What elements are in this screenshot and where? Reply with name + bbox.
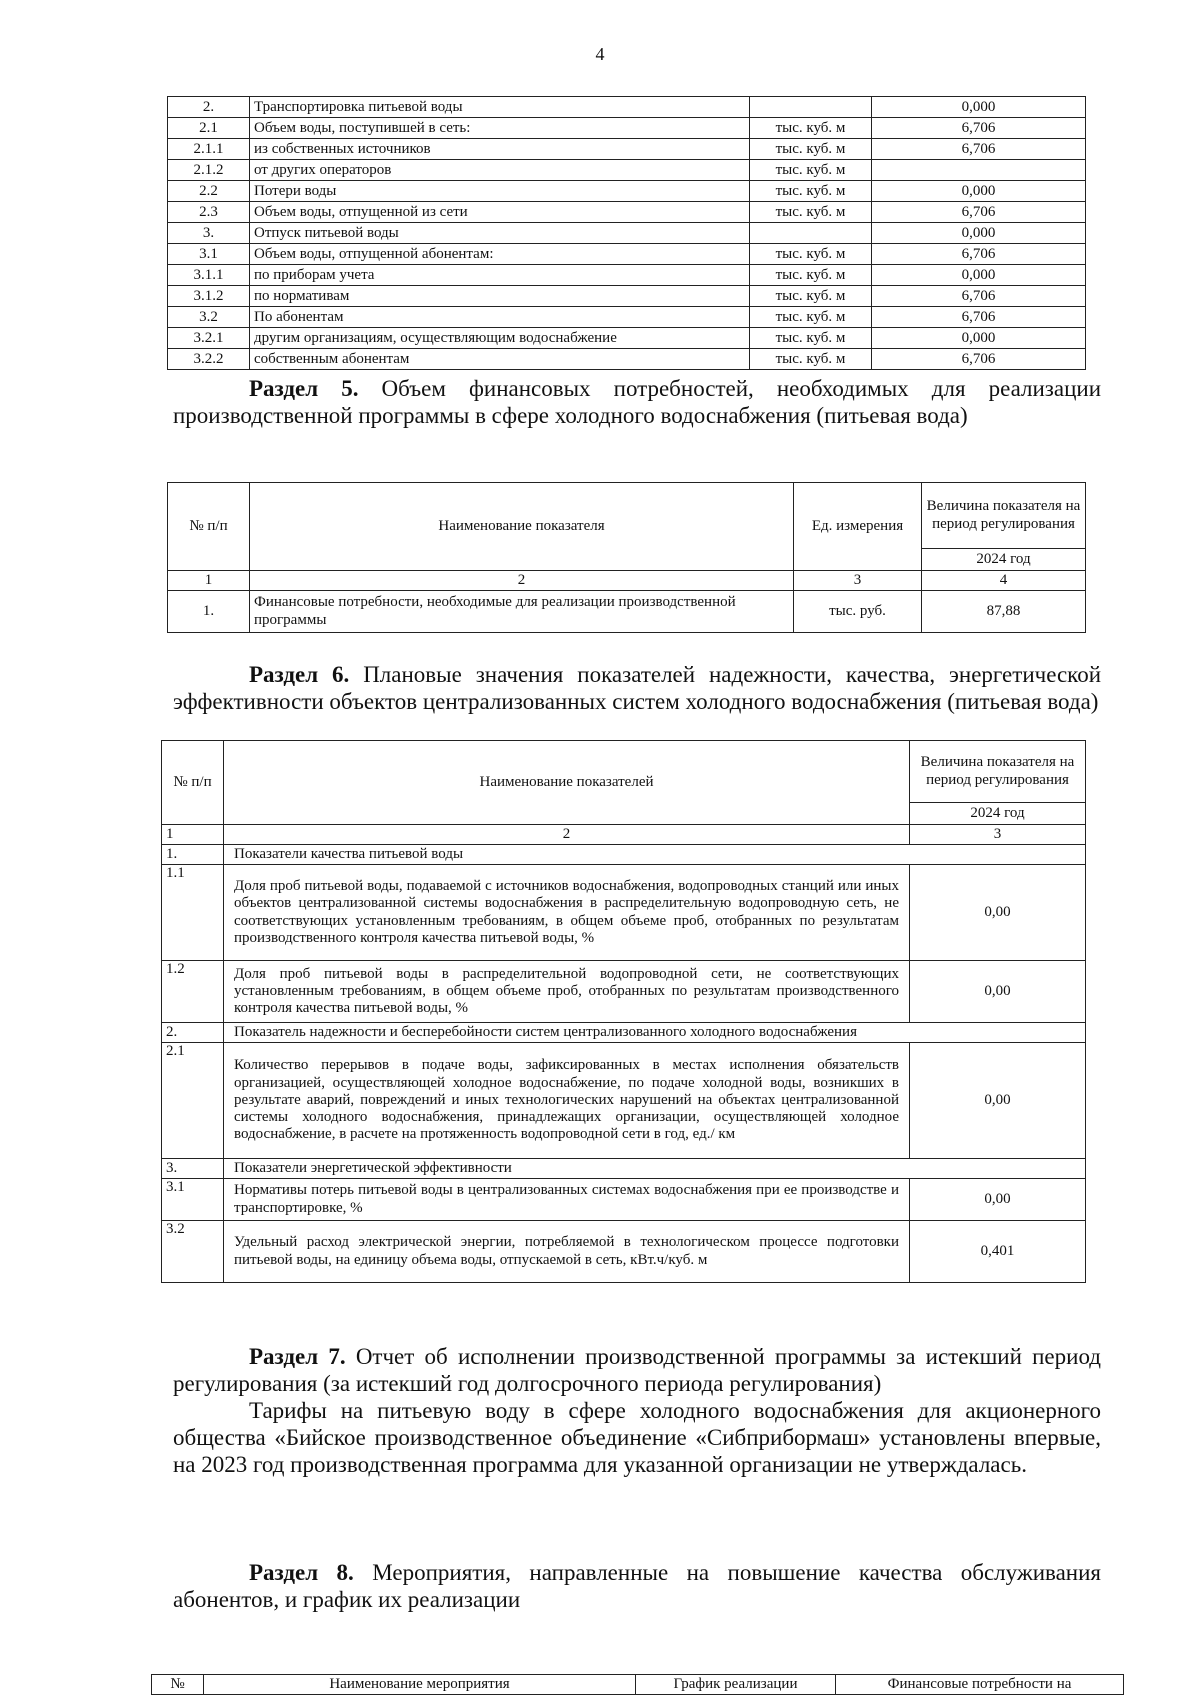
row-unit: тыс. куб. м	[750, 118, 872, 139]
row-unit: тыс. куб. м	[750, 139, 872, 160]
row-name: Объем воды, отпущенной из сети	[250, 202, 750, 223]
row-value: 0,000	[872, 265, 1086, 286]
row-num: 3.1	[168, 244, 250, 265]
row-value: 6,706	[872, 349, 1086, 370]
col-number: 4	[922, 571, 1086, 591]
row-num: 3.1	[162, 1179, 224, 1221]
group-row	[162, 1159, 1086, 1179]
table-row	[162, 1221, 1086, 1283]
group-num: 3.	[162, 1159, 224, 1179]
table-row	[168, 181, 1086, 202]
row-name: по нормативам	[250, 286, 750, 307]
row-value: 6,706	[872, 307, 1086, 328]
section5-label: Раздел 5.	[249, 376, 359, 401]
group-row	[162, 1023, 1086, 1043]
col-number: 2	[250, 571, 794, 591]
row-num: 3.2.1	[168, 328, 250, 349]
col-number: 3	[794, 571, 922, 591]
table-row	[162, 1179, 1086, 1221]
row-name: Доля проб питьевой воды, подаваемой с источников водоснабжения, водопроводных станций или иных объектов централизованной системы водоснабжения в распределительную водопроводную сеть, не соответствующих установленным требованиям, в общем объеме проб, отобранных по результатам производственного контроля качества питьевой воды, %	[224, 865, 910, 961]
row-num: 2.3	[168, 202, 250, 223]
row-num: 2.	[168, 97, 250, 118]
table-row	[162, 961, 1086, 1023]
table-row	[168, 328, 1086, 349]
row-num: 3.2	[168, 307, 250, 328]
row-name: Объем воды, поступившей в сеть:	[250, 118, 750, 139]
section6-label: Раздел 6.	[249, 662, 350, 687]
section8-heading	[173, 1559, 1101, 1613]
section7-heading	[173, 1343, 1101, 1397]
row-unit: тыс. куб. м	[750, 202, 872, 223]
header-num: № п/п	[168, 483, 250, 571]
row-name: собственным абонентам	[250, 349, 750, 370]
header-value: Величина показателя на период регулирования	[910, 741, 1086, 803]
header-schedule: График реализации	[636, 1675, 836, 1695]
row-num: 2.1.1	[168, 139, 250, 160]
water-transport-table	[167, 96, 1086, 370]
section6-table	[161, 740, 1086, 1283]
row-value: 0,000	[872, 223, 1086, 244]
row-num: 1.2	[162, 961, 224, 1023]
row-num: 3.2.2	[168, 349, 250, 370]
row-value: 6,706	[872, 118, 1086, 139]
row-num: 1.1	[162, 865, 224, 961]
header-name: Наименование мероприятия	[204, 1675, 636, 1695]
table-row	[168, 307, 1086, 328]
row-name: Потери воды	[250, 181, 750, 202]
row-num: 3.1.2	[168, 286, 250, 307]
row-name: Доля проб питьевой воды в распределительной водопроводной сети, не соответствующих установленным требованиям, в общем объеме проб, отобранных по результатам производственного контроля качества питьевой воды, %	[224, 961, 910, 1023]
page-number: 4	[595, 44, 605, 64]
section5-table	[167, 482, 1086, 633]
row-name: из собственных источников	[250, 139, 750, 160]
group-title: Показатель надежности и бесперебойности систем централизованного холодного водоснабжения	[224, 1023, 1086, 1043]
col-number: 1	[162, 825, 224, 845]
row-unit: тыс. руб.	[794, 591, 922, 633]
row-name: другим организациям, осуществляющим водоснабжение	[250, 328, 750, 349]
row-value: 0,000	[872, 328, 1086, 349]
section7-paragraph: Тарифы на питьевую воду в сфере холодного водоснабжения для акционерного общества «Бийское производственное объединение «Сибприбормаш» установлены впервые, на 2023 год производственная программа для указанной организации не утверждалась.	[173, 1398, 1101, 1477]
header-unit: Ед. измерения	[794, 483, 922, 571]
row-unit: тыс. куб. м	[750, 265, 872, 286]
row-name: Финансовые потребности, необходимые для реализации производственной программы	[250, 591, 794, 633]
row-num: 2.2	[168, 181, 250, 202]
row-value: 0,401	[910, 1221, 1086, 1283]
header-name: Наименование показателей	[224, 741, 910, 825]
row-name: Транспортировка питьевой воды	[250, 97, 750, 118]
group-row	[162, 845, 1086, 865]
header-num: №	[152, 1675, 204, 1695]
row-unit: тыс. куб. м	[750, 349, 872, 370]
header-year: 2024 год	[910, 803, 1086, 825]
section8-label: Раздел 8.	[249, 1560, 354, 1585]
section6-title: Плановые значения показателей надежности, качества, энергетической эффективности объектов централизованных систем холодного водоснабжения (питьевая вода)	[173, 662, 1101, 714]
table-row	[168, 202, 1086, 223]
row-name: По абонентам	[250, 307, 750, 328]
row-value: 0,00	[910, 1043, 1086, 1159]
row-unit: тыс. куб. м	[750, 286, 872, 307]
group-title: Показатели качества питьевой воды	[224, 845, 1086, 865]
table-row	[162, 865, 1086, 961]
table-row	[168, 349, 1086, 370]
row-name: Объем воды, отпущенной абонентам:	[250, 244, 750, 265]
col-number: 2	[224, 825, 910, 845]
header-value: Величина показателя на период регулирования	[922, 483, 1086, 549]
row-value: 6,706	[872, 244, 1086, 265]
table-row	[168, 265, 1086, 286]
row-value: 6,706	[872, 202, 1086, 223]
row-num: 2.1	[162, 1043, 224, 1159]
section8-title: Мероприятия, направленные на повышение качества обслуживания абонентов, и график их реализации	[173, 1560, 1102, 1612]
row-num: 3.1.1	[168, 265, 250, 286]
header-finance: Финансовые потребности на	[836, 1675, 1124, 1695]
col-number: 1	[168, 571, 250, 591]
row-value: 0,00	[910, 1179, 1086, 1221]
row-unit: тыс. куб. м	[750, 328, 872, 349]
table-row	[168, 223, 1086, 244]
table-row	[168, 160, 1086, 181]
group-title: Показатели энергетической эффективности	[224, 1159, 1086, 1179]
section5-heading	[173, 375, 1101, 429]
table-row	[168, 118, 1086, 139]
row-num: 2.1.2	[168, 160, 250, 181]
row-num: 3.	[168, 223, 250, 244]
row-value: 0,000	[872, 181, 1086, 202]
group-num: 2.	[162, 1023, 224, 1043]
row-name: от других операторов	[250, 160, 750, 181]
row-unit: тыс. куб. м	[750, 244, 872, 265]
row-name: Количество перерывов в подаче воды, зафиксированных в местах исполнения обязательств организацией, осуществляющей холодное водоснабжение, по подаче холодной воды, возникших в результате аварий, повреждений и иных технологических нарушений на объектах централизованной системы холодного водоснабжения, принадлежащих организации, осуществляющей холодное водоснабжение, в расчете на протяженность водопроводной сети в год, ед./ км	[224, 1043, 910, 1159]
row-name: Удельный расход электрической энергии, потребляемой в технологическом процессе подготовки питьевой воды, на единицу объема воды, отпускаемой в сеть, кВт.ч/куб. м	[224, 1221, 910, 1283]
section7-label: Раздел 7.	[249, 1344, 346, 1369]
row-name: по приборам учета	[250, 265, 750, 286]
row-num: 3.2	[162, 1221, 224, 1283]
section8-table	[151, 1674, 1124, 1695]
row-unit: тыс. куб. м	[750, 307, 872, 328]
header-name: Наименование показателя	[250, 483, 794, 571]
table-row	[168, 97, 1086, 118]
table-row	[168, 286, 1086, 307]
row-unit: тыс. куб. м	[750, 181, 872, 202]
group-num: 1.	[162, 845, 224, 865]
row-unit	[750, 223, 872, 244]
row-value: 6,706	[872, 286, 1086, 307]
row-value: 6,706	[872, 139, 1086, 160]
col-number: 3	[910, 825, 1086, 845]
table-row	[162, 1043, 1086, 1159]
row-value: 0,00	[910, 961, 1086, 1023]
header-year: 2024 год	[922, 549, 1086, 571]
table-row	[168, 244, 1086, 265]
row-unit: тыс. куб. м	[750, 160, 872, 181]
row-value: 87,88	[922, 591, 1086, 633]
table-row	[168, 139, 1086, 160]
section6-heading	[173, 661, 1101, 715]
row-value: 0,000	[872, 97, 1086, 118]
row-unit	[750, 97, 872, 118]
row-name: Отпуск питьевой воды	[250, 223, 750, 244]
row-value: 0,00	[910, 865, 1086, 961]
row-value	[872, 160, 1086, 181]
section5-title: Объем финансовых потребностей, необходимых для реализации производственной программы в сфере холодного водоснабжения (питьевая вода)	[173, 376, 1101, 428]
row-num: 2.1	[168, 118, 250, 139]
section7-title: Отчет об исполнении производственной программы за истекший период регулирования (за истекший год долгосрочного периода регулирования)	[173, 1344, 1101, 1396]
row-name: Нормативы потерь питьевой воды в централизованных системах водоснабжения при ее производстве и транспортировке, %	[224, 1179, 910, 1221]
row-num: 1.	[168, 591, 250, 633]
header-num: № п/п	[162, 741, 224, 825]
